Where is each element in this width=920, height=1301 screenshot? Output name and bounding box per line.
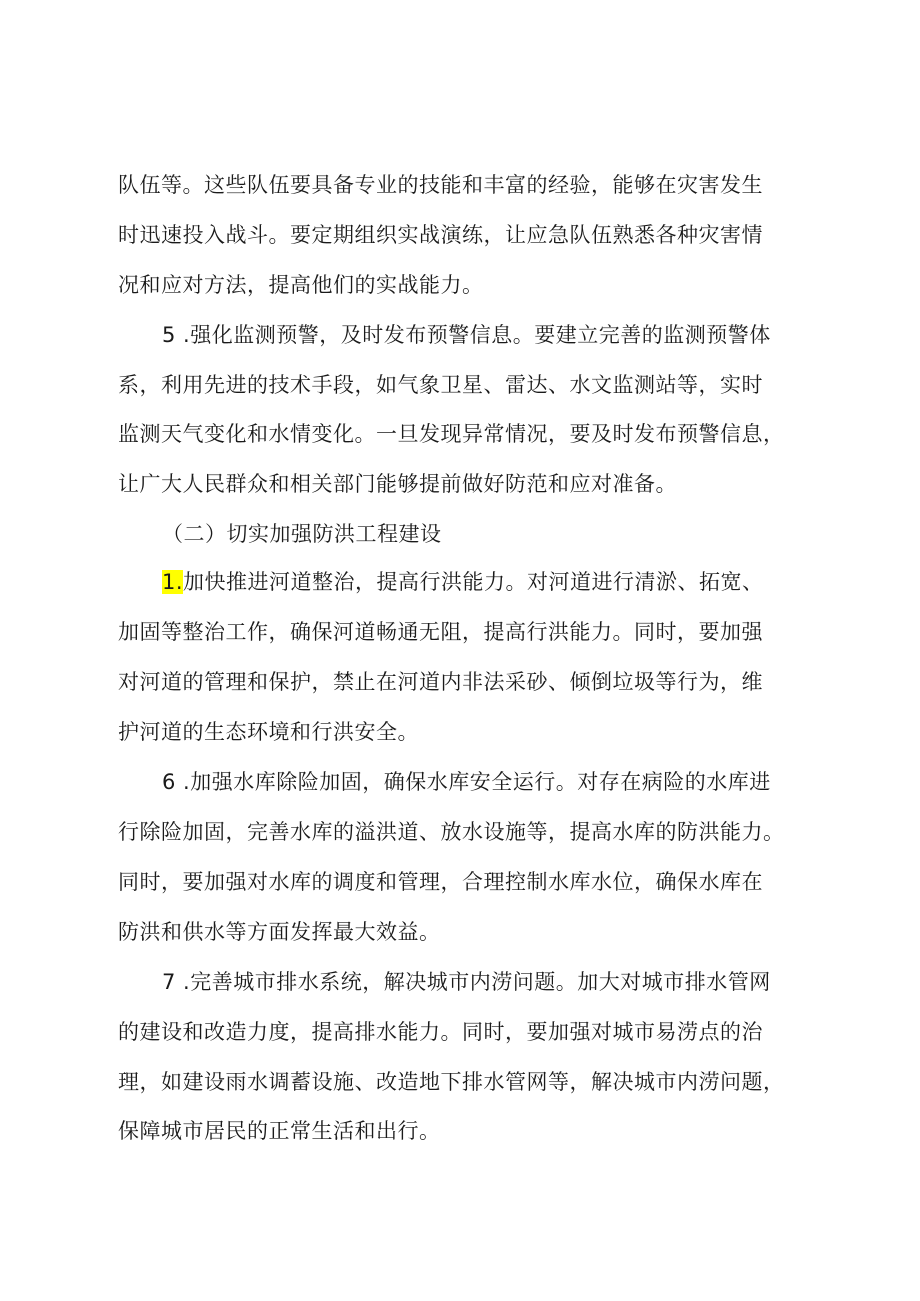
text-line: 况和应对方法，提高他们的实战能力。 [118, 273, 484, 297]
text-line: 队伍等。这些队伍要具备专业的技能和丰富的经验，能够在灾害发生 [118, 173, 763, 197]
text-line: 的建设和改造力度，提高排水能力。同时，要加强对城市易涝点的治 [118, 1020, 763, 1044]
text-line: 同时，要加强对水库的调度和管理，合理控制水库水位，确保水库在 [118, 870, 763, 894]
text-line: 监测天气变化和水情变化。一旦发现异常情况，要及时发布预警信息， [118, 422, 785, 446]
paragraph-text: 加快推进河道整治，提高行洪能力。对河道进行清淤、拓宽、 [183, 570, 764, 594]
text-line: 保障城市居民的正常生活和出行。 [118, 1119, 441, 1143]
text-line: 理，如建设雨水调蓄设施、改造地下排水管网等，解决城市内涝问题， [118, 1070, 785, 1094]
text-line: 护河道的生态环境和行洪安全。 [118, 720, 419, 744]
numbered-paragraph-5: 5 .强化监测预警，及时发布预警信息。要建立完善的监测预警体 [162, 323, 771, 347]
text-line: 行除险加固，完善水库的溢洪道、放水设施等，提高水库的防洪能力。 [118, 820, 785, 844]
text-line: 时迅速投入战斗。要定期组织实战演练，让应急队伍熟悉各种灾害情 [118, 223, 763, 247]
section-heading: （二）切实加强防洪工程建设 [162, 522, 442, 546]
text-line: 让广大人民群众和相关部门能够提前做好防范和应对准备。 [118, 472, 677, 496]
highlighted-number: 1. [162, 570, 184, 594]
numbered-paragraph-1 [162, 562, 764, 602]
numbered-paragraph-6: 6 .加强水库除险加固，确保水库安全运行。对存在病险的水库进 [162, 770, 771, 794]
text-line: 对河道的管理和保护，禁止在河道内非法采砂、倾倒垃圾等行为，维 [118, 670, 763, 694]
text-line: 系，利用先进的技术手段，如气象卫星、雷达、水文监测站等，实时 [118, 373, 763, 397]
text-line: 加固等整治工作，确保河道畅通无阻，提高行洪能力。同时，要加强 [118, 620, 763, 644]
numbered-paragraph-7: 7 .完善城市排水系统，解决城市内涝问题。加大对城市排水管网 [162, 970, 771, 994]
text-line: 防洪和供水等方面发挥最大效益。 [118, 920, 441, 944]
